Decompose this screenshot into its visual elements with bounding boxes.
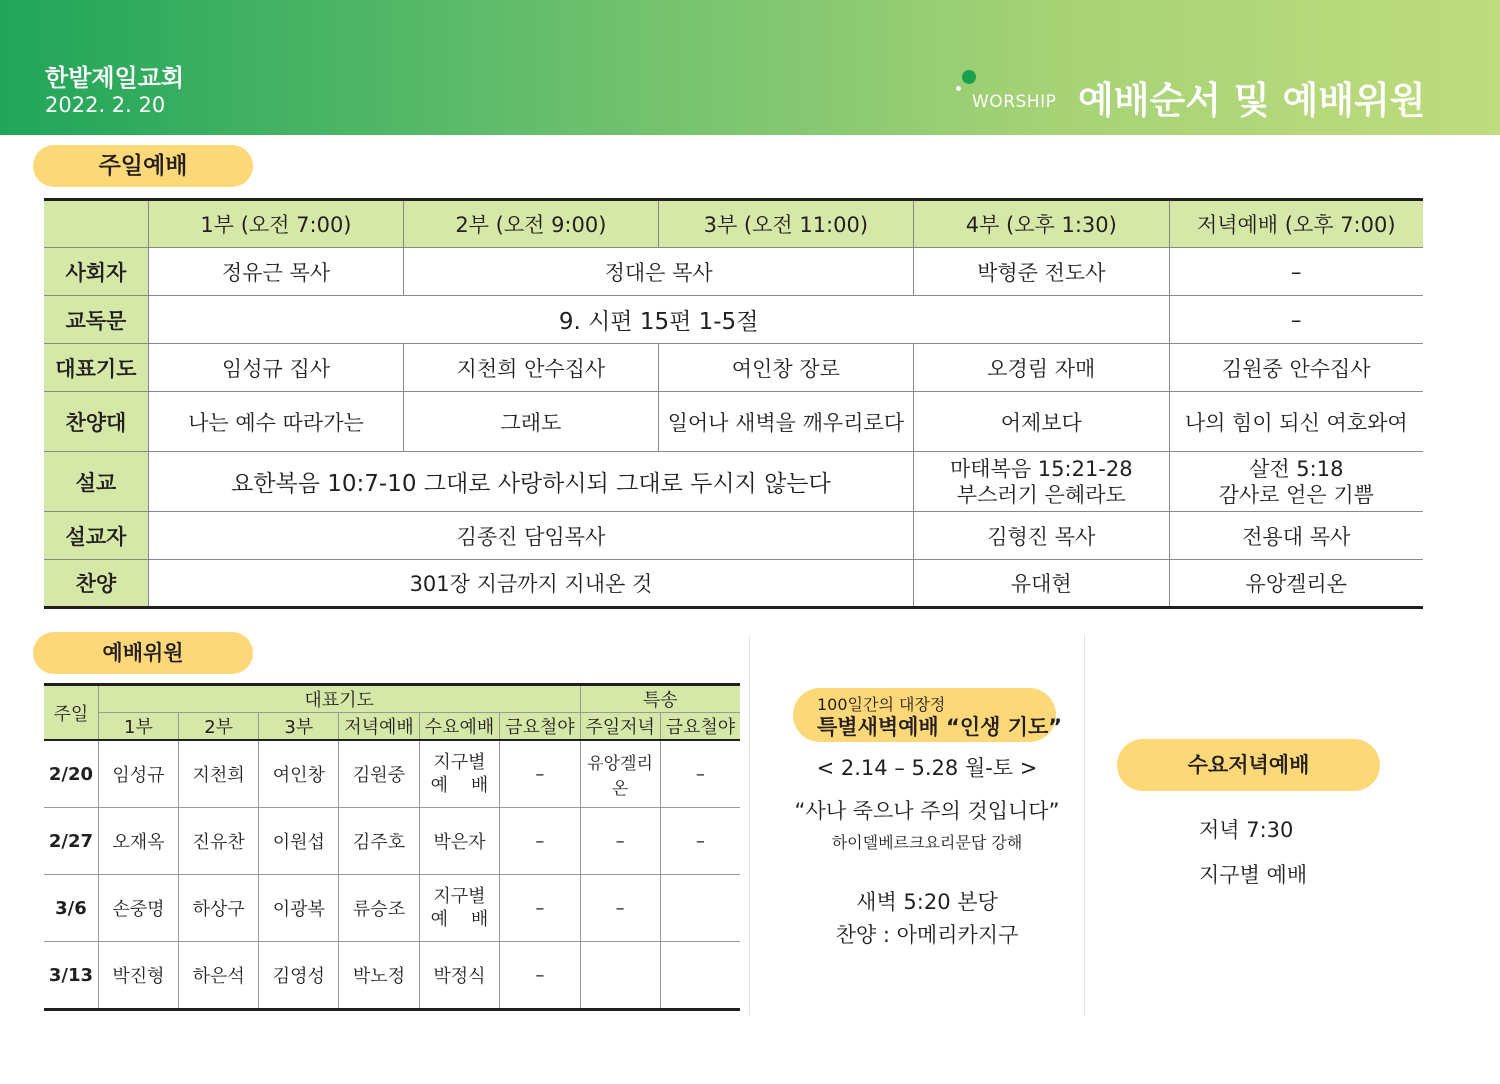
cell: – (660, 740, 740, 808)
cell: – (580, 808, 660, 875)
row-label: 설교자 (44, 512, 148, 560)
wednesday-service-title: 수요저녁예배 (1117, 739, 1380, 791)
table-row (44, 452, 1423, 512)
table-row (44, 740, 740, 808)
week-header: 주일 (44, 685, 98, 741)
cell (580, 942, 660, 1010)
cell: 김종진 담임목사 (148, 512, 913, 560)
cell: – (580, 875, 660, 942)
sunday-service-title: 주일예배 (33, 145, 253, 187)
cell: 이광복 (259, 875, 339, 942)
dawn-prayer-praise: 찬양 : 아메리카지구 (835, 923, 1019, 947)
cell: 김원중 안수집사 (1169, 344, 1423, 392)
cell: 박형준 전도사 (914, 248, 1169, 296)
worship-label: WORSHIP (972, 92, 1057, 112)
cell: 정대은 목사 (404, 248, 914, 296)
service-staff-table (44, 683, 740, 1011)
corner-cell (44, 200, 148, 248)
page-title: 예배순서 및 예배위원 (1078, 79, 1426, 122)
cell: 진유찬 (179, 808, 259, 875)
date-cell: 3/13 (44, 942, 98, 1010)
cell: 박노정 (339, 942, 419, 1010)
cell (1169, 452, 1423, 512)
cell (914, 452, 1169, 512)
wednesday-time: 저녁 7:30 (1199, 818, 1294, 842)
date-cell: 2/27 (44, 808, 98, 875)
dawn-prayer-lecture: 하이델베르크요리문답 강해 (831, 833, 1023, 852)
cell: 이원섭 (259, 808, 339, 875)
cell (660, 875, 740, 942)
cell (660, 942, 740, 1010)
service-staff-title: 예배위원 (33, 632, 253, 674)
sunday-service-table (44, 198, 1423, 609)
cell: 오경림 자매 (914, 344, 1169, 392)
cell-line: 예 배 (430, 909, 489, 930)
cell: 박은자 (419, 808, 500, 875)
cell: 301장 지금까지 지내온 것 (148, 560, 913, 608)
cell: – (1169, 248, 1423, 296)
dot-icon (962, 70, 976, 84)
table-row (44, 875, 740, 942)
column-header: 3부 (오전 11:00) (658, 200, 913, 248)
column-header: 저녁예배 (339, 713, 419, 741)
cell: 일어나 새벽을 깨우리로다 (658, 392, 913, 452)
cell: 나는 예수 따라가는 (148, 392, 403, 452)
cell: 9. 시편 15편 1-5절 (148, 296, 1169, 344)
table-header-row (44, 200, 1423, 248)
cell: 박진형 (98, 942, 178, 1010)
cell: – (500, 942, 580, 1010)
cell: – (500, 808, 580, 875)
column-header: 1부 (98, 713, 178, 741)
cell: – (660, 808, 740, 875)
table-row (44, 512, 1423, 560)
cell: – (500, 740, 580, 808)
bulletin-date: 2022. 2. 20 (45, 93, 166, 117)
column-header: 주일저녁 (580, 713, 660, 741)
row-label: 찬양 (44, 560, 148, 608)
column-header: 2부 (오전 9:00) (404, 200, 658, 248)
table-header-row (44, 685, 740, 713)
cell: 하은석 (179, 942, 259, 1010)
dawn-prayer-subtitle: 100일간의 대장정 (817, 695, 946, 714)
prayer-group-header: 대표기도 (98, 685, 580, 713)
row-label: 사회자 (44, 248, 148, 296)
cell: 나의 힘이 되신 여호와여 (1169, 392, 1423, 452)
row-label: 대표기도 (44, 344, 148, 392)
table-header-row (44, 713, 740, 741)
church-name: 한밭제일교회 (45, 64, 185, 92)
cell-line: 예 배 (430, 775, 489, 796)
cell-line: 지구별 (433, 886, 486, 907)
dawn-prayer-time: 새벽 5:20 본당 (856, 890, 998, 914)
divider (1084, 635, 1085, 1015)
table-row (44, 942, 740, 1010)
cell: 임성규 (98, 740, 178, 808)
cell: – (1169, 296, 1423, 344)
sermon-scripture: 살전 5:18 (1249, 456, 1344, 481)
cell (419, 740, 500, 808)
cell: 임성규 집사 (148, 344, 403, 392)
cell: 류승조 (339, 875, 419, 942)
cell: 김주호 (339, 808, 419, 875)
cell: 김원중 (339, 740, 419, 808)
cell: 김형진 목사 (914, 512, 1169, 560)
cell: 오재옥 (98, 808, 178, 875)
cell: 지천희 안수집사 (404, 344, 658, 392)
dawn-prayer-title: 특별새벽예배 “인생 기도” (817, 715, 1063, 739)
column-header: 3부 (259, 713, 339, 741)
cell: 박정식 (419, 942, 500, 1010)
cell: 전용대 목사 (1169, 512, 1423, 560)
cell (419, 875, 500, 942)
cell: 지천희 (179, 740, 259, 808)
cell: 손중명 (98, 875, 178, 942)
sermon-title: 부스러기 은혜라도 (956, 482, 1126, 507)
table-row (44, 808, 740, 875)
dawn-prayer-period: < 2.14 – 5.28 월-토 > (816, 756, 1038, 780)
cell: 여인창 (259, 740, 339, 808)
column-header: 4부 (오후 1:30) (914, 200, 1169, 248)
row-label: 설교 (44, 452, 148, 512)
row-label: 교독문 (44, 296, 148, 344)
sermon-scripture: 마태복음 15:21-28 (949, 456, 1133, 481)
column-header: 수요예배 (419, 713, 500, 741)
table-row (44, 248, 1423, 296)
date-cell: 2/20 (44, 740, 98, 808)
date-cell: 3/6 (44, 875, 98, 942)
table-row (44, 344, 1423, 392)
sermon-title: 감사로 얻은 기쁨 (1218, 482, 1374, 507)
wednesday-note: 지구별 예배 (1199, 863, 1308, 887)
cell-line: 지구별 (433, 752, 486, 773)
cell: – (500, 875, 580, 942)
cell: 여인창 장로 (658, 344, 913, 392)
cell: 그래도 (404, 392, 658, 452)
column-header: 금요철야 (660, 713, 740, 741)
cell: 유대현 (914, 560, 1169, 608)
cell: 정유근 목사 (148, 248, 403, 296)
table-row (44, 392, 1423, 452)
column-header: 저녁예배 (오후 7:00) (1169, 200, 1423, 248)
cell: 어제보다 (914, 392, 1169, 452)
small-dot-icon (956, 86, 961, 91)
column-header: 2부 (179, 713, 259, 741)
cell: 유앙겔리온 (580, 740, 660, 808)
table-row (44, 560, 1423, 608)
special-group-header: 특송 (580, 685, 740, 713)
row-label: 찬양대 (44, 392, 148, 452)
cell: 유앙겔리온 (1169, 560, 1423, 608)
column-header: 1부 (오전 7:00) (148, 200, 403, 248)
cell: 요한복음 10:7-10 그대로 사랑하시되 그대로 두시지 않는다 (148, 452, 913, 512)
table-row (44, 296, 1423, 344)
cell: 김영성 (259, 942, 339, 1010)
dawn-prayer-theme: “사나 죽으나 주의 것입니다” (794, 799, 1060, 823)
cell: 하상구 (179, 875, 259, 942)
divider (749, 635, 750, 1015)
column-header: 금요철야 (500, 713, 580, 741)
